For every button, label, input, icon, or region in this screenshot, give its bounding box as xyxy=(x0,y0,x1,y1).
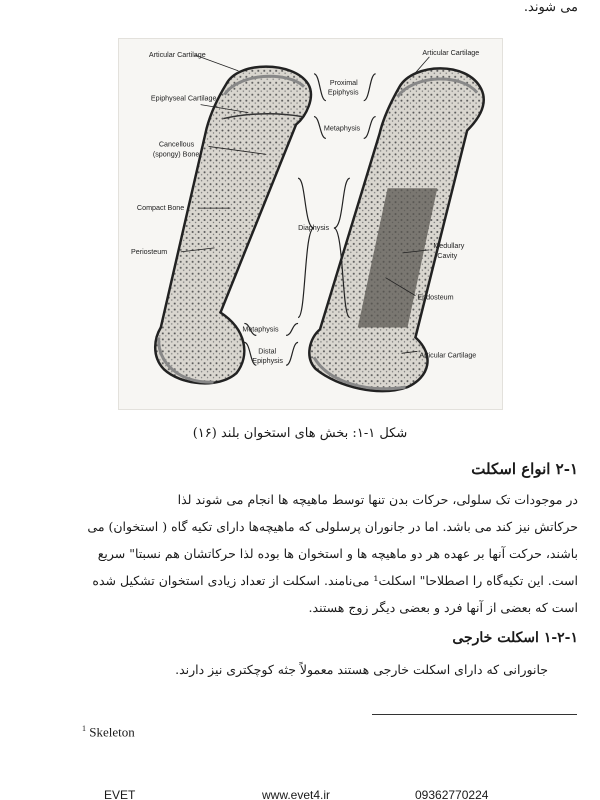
paragraph-line: در موجودات تک سلولی، حرکات بدن تنها توسط ماهیچه ها انجام می شوند لذا xyxy=(177,492,578,507)
subsection-paragraph: جانورانی که دارای اسکلت خارجی هستند معمولاً جثه کوچکتری نیز دارند. xyxy=(175,662,548,677)
footnote xyxy=(82,724,135,740)
top-text-fragment: می شوند. xyxy=(523,0,578,15)
left-bone xyxy=(152,67,311,384)
label-periosteum: Periosteum xyxy=(130,247,168,256)
footnote-divider xyxy=(372,714,577,715)
label-metaphysis-bottom: Metaphysis xyxy=(242,325,279,334)
footer-left: EVET xyxy=(104,788,136,800)
paragraph-line: حرکاتش نیز کند می باشد. اما در جانوران پرسلولی که ماهیچه‌ها دارای تکیه گاه ( استخوان) می xyxy=(87,519,578,534)
figure-caption: شکل ۱-۱: بخش های استخوان بلند (۱۶) xyxy=(192,426,408,441)
label-articular-cartilage-bottom: Articular Cartilage xyxy=(419,351,477,360)
label-distal-1: Distal xyxy=(258,347,277,356)
long-bone-diagram xyxy=(119,39,502,409)
label-cancellous-2: (spongy) Bone xyxy=(152,150,200,159)
label-proximal-2: Epiphysis xyxy=(327,88,359,97)
label-medullary-2: Cavity xyxy=(437,251,458,260)
label-proximal-1: Proximal xyxy=(329,78,358,87)
section-heading: ۲-۱ انواع اسکلت xyxy=(471,460,578,478)
label-cancellous-1: Cancellous xyxy=(158,140,195,149)
label-articular-cartilage-left: Articular Cartilage xyxy=(148,50,206,59)
label-compact-bone: Compact Bone xyxy=(136,204,185,213)
paragraph-line: باشند، حرکت آنها بر عهده هر دو ماهیچه ها و استخوان ها بوده لذا حرکاتشان هم نسبتا" سریع xyxy=(97,546,578,561)
footnote-text: Skeleton xyxy=(89,724,135,740)
footer-website-link[interactable]: www.evet4.ir xyxy=(262,788,331,800)
paragraph-line: است. این تکیه‌گاه را اصطلاحا" اسکلت¹ می‌نامند. اسکلت از تعداد زیادی استخوان تشکیل شده xyxy=(92,573,578,588)
label-metaphysis-top: Metaphysis xyxy=(323,124,361,133)
label-distal-2: Epiphysis xyxy=(252,357,283,366)
label-diaphysis: Diaphysis xyxy=(298,223,330,232)
footnote-number: 1 xyxy=(82,724,86,733)
paragraph-line: است که بعضی از آنها فرد و بعضی دیگر زوج هستند. xyxy=(308,600,578,615)
label-epiphyseal-cartilage: Epiphyseal Cartilage xyxy=(150,94,217,103)
body-paragraph xyxy=(18,486,578,621)
page-footer xyxy=(0,788,600,800)
label-endosteum: Endosteum xyxy=(417,293,454,302)
label-articular-cartilage-right: Articular Cartilage xyxy=(422,48,480,57)
label-medullary-1: Medullary xyxy=(433,241,465,250)
footer-phone: 09362770224 xyxy=(415,788,489,800)
long-bone-figure xyxy=(118,38,503,410)
subsection-heading: ۱-۲-۱ اسکلت خارجی xyxy=(452,630,578,646)
